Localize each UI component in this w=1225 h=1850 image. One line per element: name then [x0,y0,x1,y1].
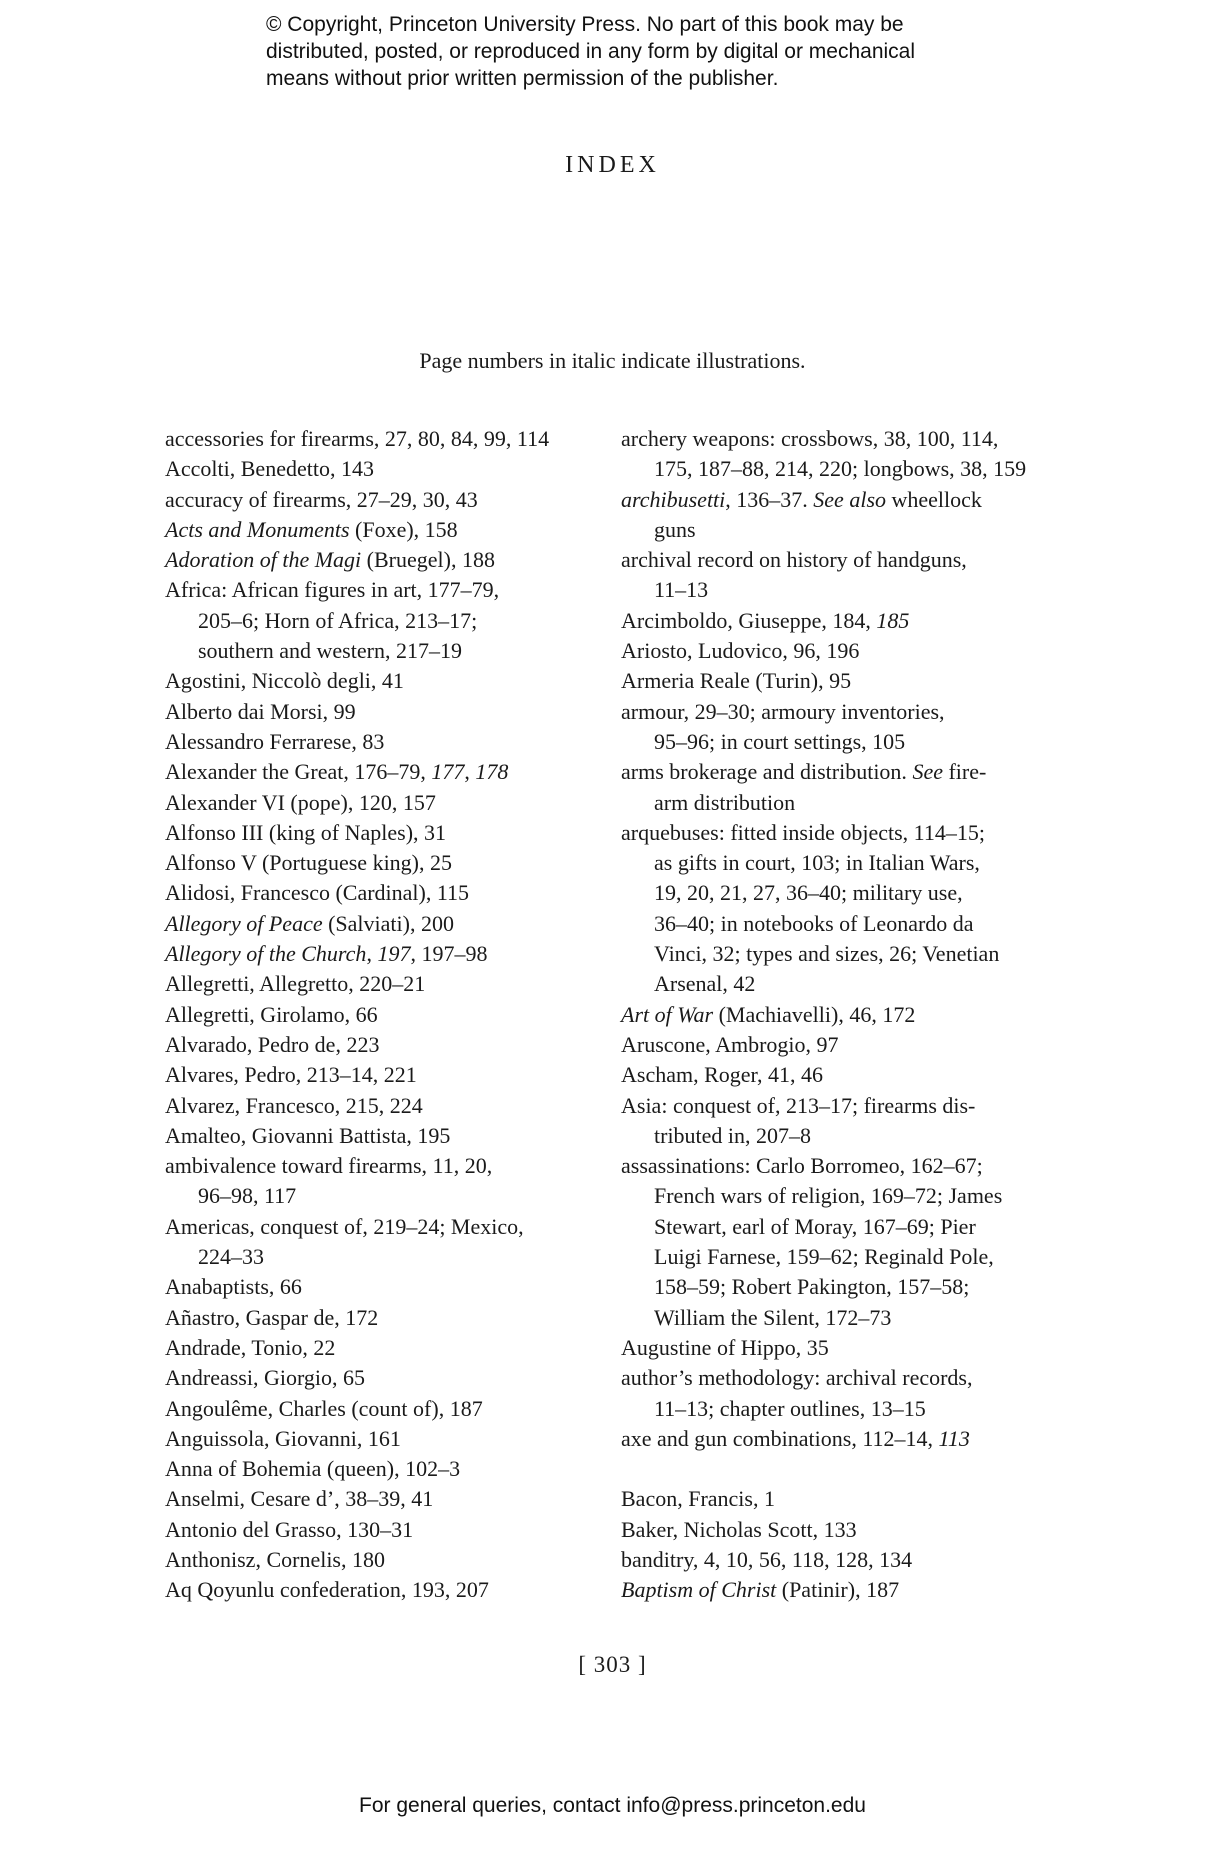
page-title: INDEX [565,152,660,178]
index-entry: Arcimboldo, Giuseppe, 184, 185 [621,607,910,633]
index-entry: Anthonisz, Cornelis, 180 [165,1546,385,1572]
index-entry: Ariosto, Ludovico, 96, 196 [621,638,860,664]
index-entry: archibusetti, 136–37. See also wheellock guns [621,486,982,542]
footer-contact: For general queries, contact info@press.princeton.edu [359,1794,866,1817]
index-entry: Alexander VI (pope), 120, 157 [165,789,436,815]
index-entry: Bacon, Francis, 1 [621,1486,775,1512]
index-entry: accuracy of firearms, 27–29, 30, 43 [165,486,478,512]
index-entry: Alvarado, Pedro de, 223 [165,1031,380,1057]
index-note: Page numbers in italic indicate illustrations. [419,348,806,373]
index-entry: Alessandro Ferrarese, 83 [165,728,385,754]
copyright-line: © Copyright, Princeton University Press. No part of this book may be [266,13,904,36]
index-entry: Americas, conquest of, 219–24; Mexico, 224–33 [165,1213,524,1270]
index-entry: arms brokerage and distribution. See fire- arm distribution [621,759,987,815]
index-entry: Accolti, Benedetto, 143 [165,456,374,482]
index-entry: Africa: African figures in art, 177–79, 205–6; Horn of Africa, 213–17; southern and western, 217–19 [165,577,500,664]
index-entry: archery weapons: crossbows, 38, 100, 114, 175, 187–88, 214, 220; longbows, 38, 159 [621,426,1027,482]
index-entry: Anna of Bohemia (queen), 102–3 [165,1456,461,1482]
index-entry: armour, 29–30; armoury inventories, 95–96; in court settings, 105 [621,698,945,754]
index-entry: Acts and Monuments (Foxe), 158 [165,516,458,542]
page-number: [ 303 ] [578,1652,647,1677]
index-entry: Anselmi, Cesare d’, 38–39, 41 [165,1486,434,1512]
index-entry: Allegretti, Girolamo, 66 [165,1001,378,1027]
index-entry: Allegretti, Allegretto, 220–21 [165,971,426,997]
index-entry: Alfonso V (Portuguese king), 25 [165,850,453,876]
index-entry: author’s methodology: archival records, 11–13; chapter outlines, 13–15 [621,1365,973,1421]
index-entry: Angoulême, Charles (count of), 187 [165,1395,483,1421]
index-entry: Asia: conquest of, 213–17; firearms dis- tributed in, 207–8 [621,1092,976,1148]
index-entry: banditry, 4, 10, 56, 118, 128, 134 [621,1546,913,1572]
index-entry: Añastro, Gaspar de, 172 [165,1304,379,1330]
index-entry: Allegory of the Church, 197, 197–98 [165,941,488,967]
index-entry: axe and gun combinations, 112–14, 113 [621,1425,970,1451]
index-entry: Alberto dai Morsi, 99 [165,698,356,724]
index-entry: Amalteo, Giovanni Battista, 195 [165,1122,451,1148]
index-entry: Alfonso III (king of Naples), 31 [165,819,447,845]
index-entry: assassinations: Carlo Borromeo, 162–67; French wars of religion, 169–72; James Stewart, earl of Moray, 167–69; Pier Luigi Farnese, 159–62; Reginald Pole, 158–59; Robert Pakington, 157–58; William the Silent, 172–73 [621,1153,1003,1330]
index-column-right [621,424,1061,1606]
index-entry: accessories for firearms, 27, 80, 84, 99, 114 [165,426,550,451]
index-entry: archival record on history of handguns, 11–13 [621,547,967,603]
index-entry: Aruscone, Ambrogio, 97 [621,1031,839,1057]
index-entry: Aq Qoyunlu confederation, 193, 207 [165,1577,489,1603]
index-entry: arquebuses: fitted inside objects, 114–15; as gifts in court, 103; in Italian Wars, 19, 20, 21, 27, 36–40; military use, 36–40; in notebooks of Leonardo da Vinci, 32; types and sizes, 26; Venetian Arsenal, 42 [621,819,1000,997]
index-entry: Baptism of Christ (Patinir), 187 [621,1577,900,1603]
index-entry: Agostini, Niccolò degli, 41 [165,668,404,694]
index-entry: Alvares, Pedro, 213–14, 221 [165,1062,417,1088]
index-entry: Anguissola, Giovanni, 161 [165,1425,401,1451]
index-entry: Adoration of the Magi (Bruegel), 188 [165,547,495,573]
copyright-line: distributed, posted, or reproduced in any form by digital or mechanical [266,40,916,63]
index-entry: Andrade, Tonio, 22 [165,1334,336,1360]
index-entry: Andreassi, Giorgio, 65 [165,1365,366,1391]
index-entry: Alidosi, Francesco (Cardinal), 115 [165,880,470,906]
copyright-line: means without prior written permission of the publisher. [266,67,779,90]
copyright-notice [266,11,1026,92]
index-entry: Alexander the Great, 176–79, 177, 178 [165,759,509,785]
index-entry: Alvarez, Francesco, 215, 224 [165,1092,423,1118]
index-entry: Art of War (Machiavelli), 46, 172 [621,1001,916,1027]
index-entry: Antonio del Grasso, 130–31 [165,1516,414,1542]
index-entry: ambivalence toward firearms, 11, 20, 96–98, 117 [165,1153,493,1209]
index-column-left [165,424,605,1606]
index-entry: Anabaptists, 66 [165,1274,302,1300]
index-entry: Ascham, Roger, 41, 46 [621,1062,823,1088]
index-entry: Allegory of Peace (Salviati), 200 [165,910,454,936]
index-entry: Baker, Nicholas Scott, 133 [621,1516,857,1542]
index-entry: Armeria Reale (Turin), 95 [621,668,852,694]
index-entry: Augustine of Hippo, 35 [621,1334,829,1360]
